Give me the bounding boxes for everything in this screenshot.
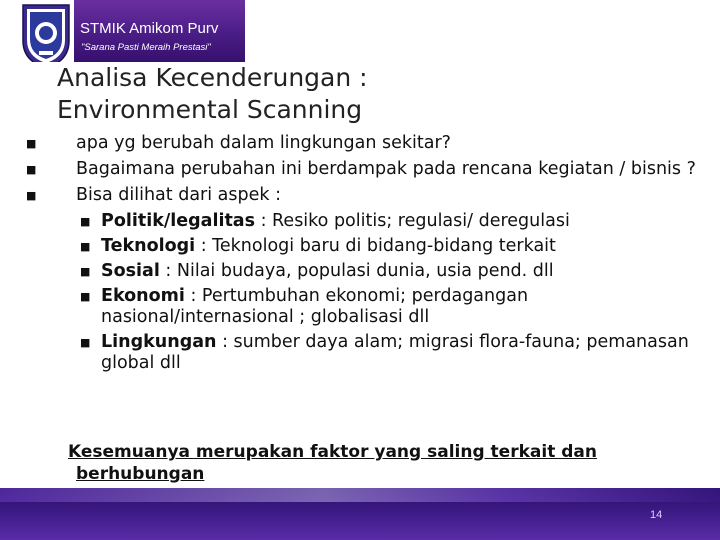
summary-line2: berhubungan <box>76 464 205 484</box>
aspect-description: : Nilai budaya, populasi dunia, usia pend. dll <box>159 261 554 281</box>
square-bullet-icon: ■ <box>26 163 37 176</box>
summary-statement <box>68 441 597 485</box>
aspect-description: : Teknologi baru di bidang-bidang terkait <box>195 236 556 256</box>
page-number: 14 <box>650 509 663 521</box>
aspect-item <box>20 286 710 328</box>
slide-title-line2: Environmental Scanning <box>57 95 363 124</box>
square-bullet-icon: ■ <box>80 336 91 349</box>
bullet-text: Bisa dilihat dari aspek : <box>76 185 281 205</box>
footer-band <box>0 488 720 540</box>
square-bullet-icon: ■ <box>26 137 37 150</box>
aspect-item <box>20 236 710 257</box>
summary-line1: Kesemuanya merupakan faktor yang saling terkait dan <box>68 442 597 462</box>
bullet-text: apa yg berubah dalam lingkungan sekitar? <box>76 133 451 153</box>
square-bullet-icon: ■ <box>26 189 37 202</box>
slide-title <box>57 62 368 126</box>
square-bullet-icon: ■ <box>80 215 91 228</box>
bullet-point <box>20 133 710 154</box>
aspect-description: : Pertumbuhan ekonomi; perdagangan nasional/internasional ; globalisasi dll <box>101 286 529 327</box>
bullet-point <box>20 185 710 206</box>
amikom-logo-icon <box>17 1 75 62</box>
aspect-term: Teknologi <box>101 236 196 256</box>
square-bullet-icon: ■ <box>80 265 91 278</box>
aspect-description: : sumber daya alam; migrasi flora-fauna; pemanasan global dll <box>101 332 689 373</box>
institution-name: STMIK Amikom Purv <box>80 20 219 37</box>
square-bullet-icon: ■ <box>80 240 91 253</box>
bullet-text: Bagaimana perubahan ini berdampak pada rencana kegiatan / bisnis ? <box>76 159 696 179</box>
header-banner <box>0 0 245 62</box>
bullet-point <box>20 159 710 180</box>
institution-motto: "Sarana Pasti Meraih Prestasi" <box>81 42 211 53</box>
aspect-term: Politik/legalitas <box>101 211 256 231</box>
aspect-term: Lingkungan <box>101 332 217 352</box>
aspect-description: : Resiko politis; regulasi/ deregulasi <box>255 211 570 231</box>
aspect-term: Sosial <box>101 261 160 281</box>
aspect-item <box>20 332 710 374</box>
aspect-term: Ekonomi <box>101 286 185 306</box>
square-bullet-icon: ■ <box>80 290 91 303</box>
slide-content <box>20 133 710 378</box>
aspect-item <box>20 211 710 232</box>
aspect-item <box>20 261 710 282</box>
slide-title-line1: Analisa Kecenderungan : <box>57 63 368 92</box>
